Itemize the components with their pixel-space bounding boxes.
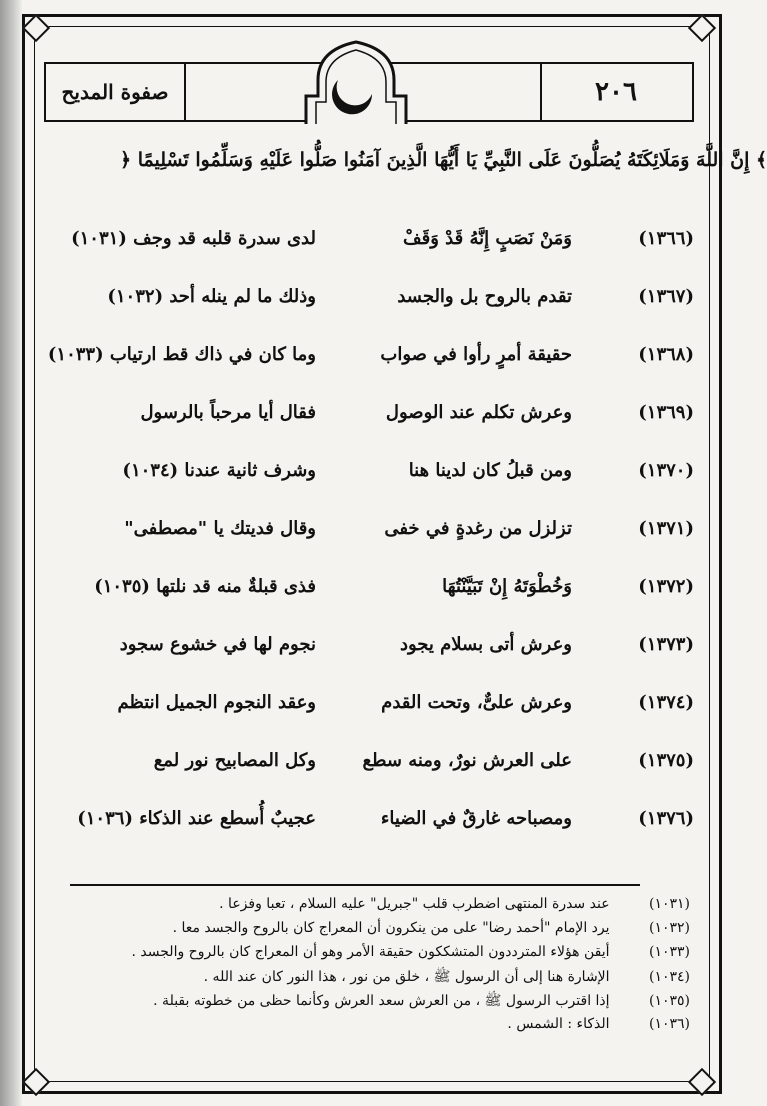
verse-number: (١٣٦٨)	[638, 344, 694, 365]
quran-verse-banner: ﴿ إِنَّ اللَّهَ وَمَلَائِكَتَهُ يُصَلُّونَ عَلَى النَّبِيِّ يَا أَيُّهَا الَّذِينَ آمَنُوا صَلُّوا عَلَيْهِ وَسَلِّمُوا تَسْلِيمًا ﴾	[120, 149, 767, 171]
verse-line	[40, 628, 700, 668]
verse-line	[40, 512, 700, 552]
verse-second-hemistich: عجيبٌ أُسطع عند الذكاء (١٠٣٦)	[77, 808, 316, 829]
verse-first-hemistich: تزلزل من رغدةٍ في خفى	[384, 518, 572, 539]
verse-second-hemistich: وكل المصابيح نور لمع	[153, 750, 316, 771]
verse-first-hemistich: ومن قبلُ كان لدينا هنا	[408, 460, 572, 481]
footnote-number: (١٠٣٥)	[648, 993, 690, 1009]
verse-first-hemistich: على العرش نورٌ، ومنه سطع	[362, 750, 572, 771]
verse-line	[40, 802, 700, 842]
footnote-text: عند سدرة المنتهى اضطرب قلب "جبريل" عليه السلام ، تعبا وفزعا .	[219, 896, 610, 912]
verse-line	[40, 280, 700, 320]
verse-number: (١٣٧١)	[638, 518, 694, 539]
footnote-text: الإشارة هنا إلى أن الرسول ﷺ ، خلق من نور ، هذا النور كان عند الله .	[203, 969, 610, 985]
footnote-divider	[70, 884, 640, 886]
verse-first-hemistich: وعرش علىٌّ، وتحت القدم	[381, 692, 572, 713]
verse-first-hemistich: حقيقة أمرٍ رأوا في صواب	[380, 344, 572, 365]
verse-second-hemistich: فذى قبلةٌ منه قد نلتها (١٠٣٥)	[94, 576, 316, 597]
verse-line	[40, 686, 700, 726]
book-title: صفوة المديح	[61, 80, 169, 104]
verse-first-hemistich: ومصباحه غارقٌ في الضياء	[380, 808, 572, 829]
verse-number: (١٣٧٣)	[638, 634, 694, 655]
verse-first-hemistich: وَخُطْوَتَهُ إِنْ تَبَيَّنْتُهَا	[442, 576, 572, 597]
verse-second-hemistich: وما كان في ذاك قط ارتياب (١٠٣٣)	[47, 344, 316, 365]
verse-number: (١٣٧٠)	[638, 460, 694, 481]
footnote-text: الذكاء : الشمس .	[507, 1016, 610, 1032]
verse-number: (١٣٧٢)	[638, 576, 694, 597]
footnote-number: (١٠٣٣)	[648, 944, 690, 960]
verse-number: (١٣٦٩)	[638, 402, 694, 423]
verse-number: (١٣٦٦)	[638, 228, 694, 249]
footnote	[60, 920, 690, 942]
verse-number: (١٣٦٧)	[638, 286, 694, 307]
verse-second-hemistich: وقال فديتك يا "مصطفى"	[124, 518, 316, 539]
footnote-text: إذا اقترب الرسول ﷺ ، من العرش سعد العرش وكأنما حظى من خطوته بقبلة .	[153, 993, 610, 1009]
verse-second-hemistich: فقال أيا مرحباً بالرسول	[140, 402, 316, 423]
footnote-number: (١٠٣٦)	[648, 1016, 690, 1032]
footnote	[60, 968, 690, 990]
page-number: ٢٠٦	[595, 77, 637, 107]
verse-line	[40, 570, 700, 610]
verse-line	[40, 338, 700, 378]
verse-first-hemistich: تقدم بالروح بل والجسد	[397, 286, 572, 307]
footnote-text: يرد الإمام "أحمد رضا" على من ينكرون أن المعراج كان بالروح والجسد معا .	[172, 920, 610, 936]
verse-first-hemistich: وعرش تكلم عند الوصول	[385, 402, 572, 423]
footnote-text: أيقن هؤلاء المترددون المتشككون حقيقة الأمر وهو أن المعراج كان بالروح والجسد .	[131, 944, 610, 960]
verse-line	[40, 744, 700, 784]
verse-second-hemistich: وشرف ثانية عندنا (١٠٣٤)	[122, 460, 316, 481]
footnote	[60, 944, 690, 966]
verse-number: (١٣٧٥)	[638, 750, 694, 771]
crescent-emblem-icon	[296, 40, 416, 124]
header-divider	[184, 62, 186, 122]
book-spine-shadow	[0, 0, 22, 1106]
verse-line	[40, 396, 700, 436]
footnote-number: (١٠٣٤)	[648, 969, 690, 985]
verse-number: (١٣٧٦)	[638, 808, 694, 829]
footnote	[60, 1016, 690, 1038]
verse-first-hemistich: وعرش أتى بسلام يجود	[399, 634, 572, 655]
verse-second-hemistich: وذلك ما لم ينله أحد (١٠٣٢)	[107, 286, 316, 307]
verse-line	[40, 222, 700, 262]
verse-first-hemistich: وَمَنْ نَصَبٍ إِنَّهُ قَدْ وَقَفْ	[402, 228, 572, 249]
verse-number: (١٣٧٤)	[638, 692, 694, 713]
footnote-number: (١٠٣١)	[648, 896, 690, 912]
footnote-number: (١٠٣٢)	[648, 920, 690, 936]
header-divider	[540, 62, 542, 122]
footnote	[60, 896, 690, 918]
footnote	[60, 992, 690, 1014]
verse-second-hemistich: لدى سدرة قلبه قد وجف (١٠٣١)	[71, 228, 316, 249]
verse-line	[40, 454, 700, 494]
verse-second-hemistich: نجوم لها في خشوع سجود	[119, 634, 316, 655]
verse-second-hemistich: وعقد النجوم الجميل انتظم	[117, 692, 316, 713]
